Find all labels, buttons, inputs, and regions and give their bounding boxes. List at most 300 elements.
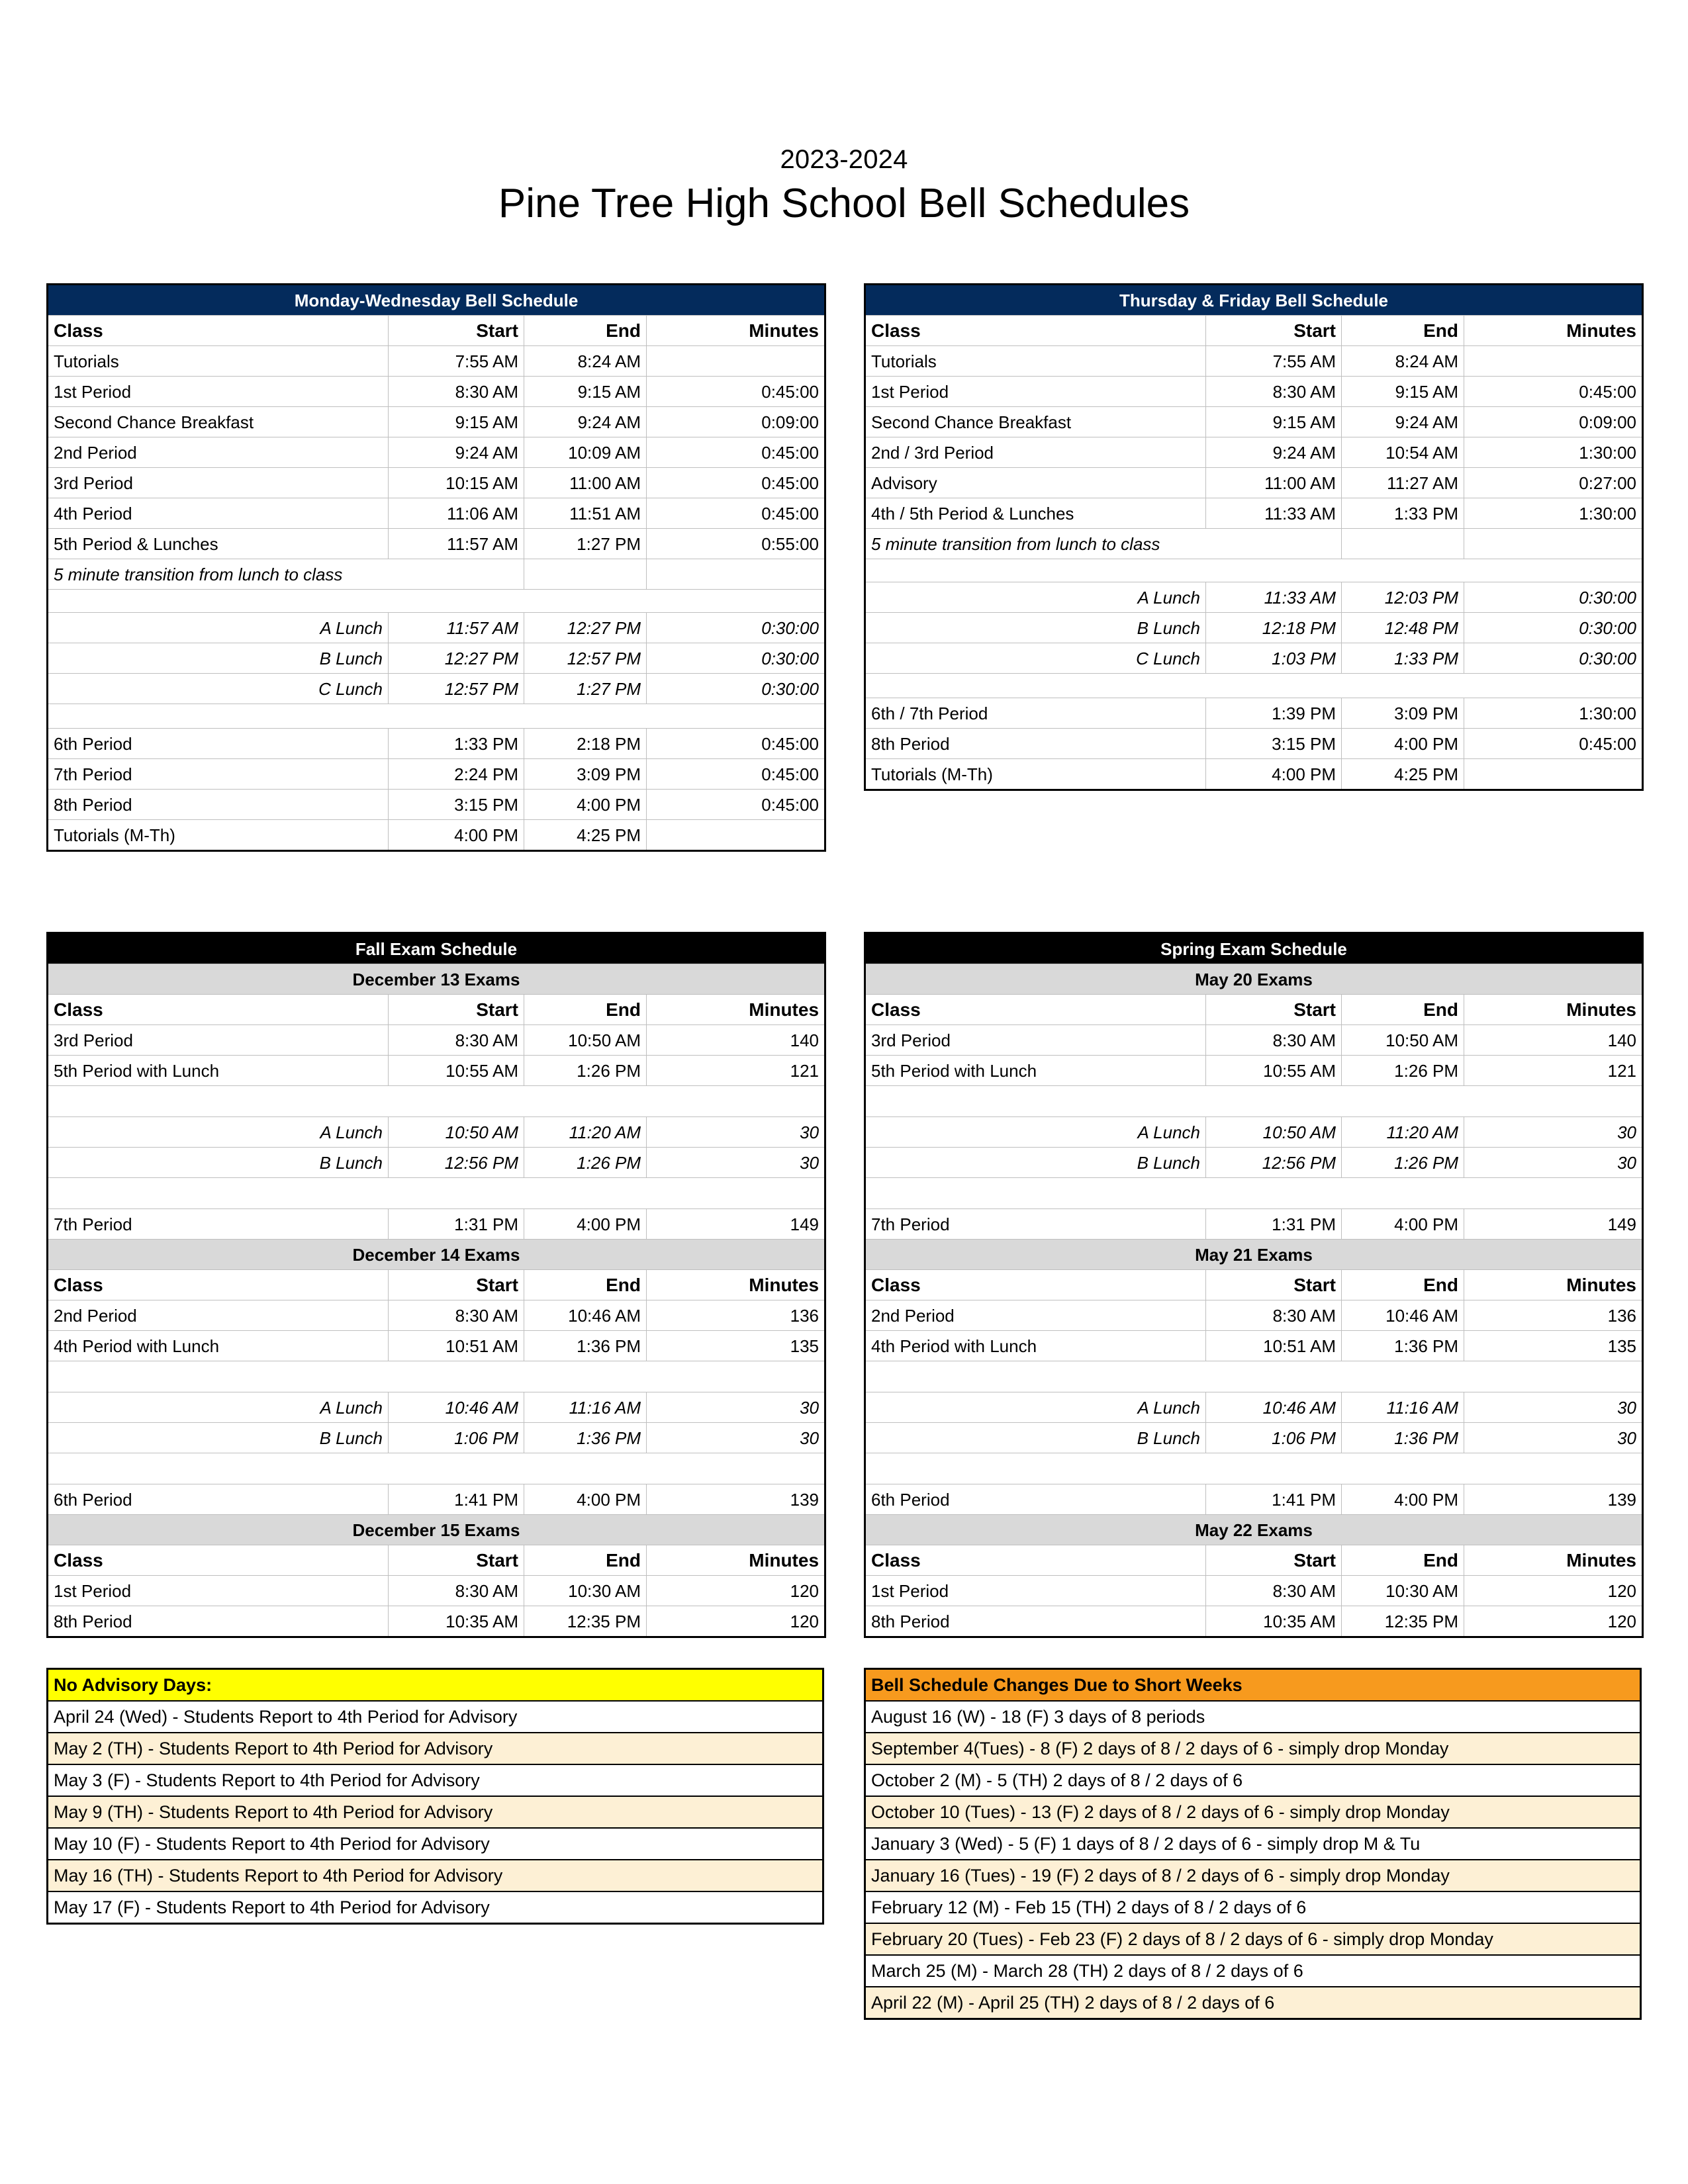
- list-item-text: May 10 (F) - Students Report to 4th Period for Advisory: [48, 1828, 823, 1860]
- cell-start: 4:00 PM: [1206, 759, 1342, 790]
- column-header-end: End: [524, 1545, 647, 1576]
- cell-class: 2nd Period: [48, 437, 389, 468]
- cell-minutes: 149: [647, 1209, 825, 1240]
- spacer-cell: [524, 1178, 647, 1209]
- fall-exam-schedule-table: [46, 932, 826, 1638]
- cell-end: 10:30 AM: [524, 1576, 647, 1606]
- exam-column-headers: [865, 1270, 1643, 1300]
- no-advisory-header: No Advisory Days:: [48, 1669, 823, 1702]
- cell-minutes: 30: [1464, 1148, 1643, 1178]
- spacer-cell: [1206, 1086, 1342, 1117]
- cell-start: 9:24 AM: [1206, 437, 1342, 468]
- list-item: [865, 1987, 1641, 2019]
- spacer-cell: [1206, 1361, 1342, 1392]
- cell-minutes: 30: [647, 1392, 825, 1423]
- list-item-text: May 9 (TH) - Students Report to 4th Period for Advisory: [48, 1796, 823, 1828]
- list-item: [48, 1733, 823, 1764]
- spacer-cell: [524, 704, 647, 729]
- cell-start: 12:27 PM: [389, 643, 524, 674]
- cell-start: 10:50 AM: [389, 1117, 524, 1148]
- cell-class: 4th Period: [48, 498, 389, 529]
- cell-class: A Lunch: [865, 582, 1206, 613]
- exam-day-title-label: May 22 Exams: [865, 1515, 1643, 1545]
- spacer-row: [865, 1086, 1643, 1117]
- cell-end: 10:54 AM: [1342, 437, 1464, 468]
- spacer-cell: [524, 590, 647, 613]
- exam-day-title-label: May 21 Exams: [865, 1240, 1643, 1270]
- cell-minutes: 1:30:00: [1464, 498, 1643, 529]
- short-weeks-changes-box: [864, 1668, 1642, 2020]
- lunch-row: [865, 1117, 1643, 1148]
- cell-class: 8th Period: [48, 790, 389, 820]
- list-item-text: May 16 (TH) - Students Report to 4th Period for Advisory: [48, 1860, 823, 1891]
- spacer-cell: [389, 1086, 524, 1117]
- spacer-cell: [48, 704, 389, 729]
- column-header-end: End: [1342, 995, 1464, 1025]
- cell-class: 4th Period with Lunch: [48, 1331, 389, 1361]
- cell-end: 10:46 AM: [1342, 1300, 1464, 1331]
- cell-minutes: 0:30:00: [647, 613, 825, 643]
- list-item: [865, 1764, 1641, 1796]
- spacer-cell: [647, 1361, 825, 1392]
- lunch-row: [865, 1148, 1643, 1178]
- spacer-cell: [389, 1453, 524, 1484]
- thf-column-headers: [865, 316, 1643, 346]
- cell-class: 3rd Period: [48, 468, 389, 498]
- table-row: [865, 1056, 1643, 1086]
- cell-end: 4:00 PM: [524, 1484, 647, 1515]
- lunch-row: [48, 643, 825, 674]
- lunch-row: [48, 613, 825, 643]
- cell-end: 1:26 PM: [524, 1148, 647, 1178]
- lunch-row: [48, 1117, 825, 1148]
- list-item: [865, 1955, 1641, 1987]
- table-row: [48, 437, 825, 468]
- cell-minutes: 135: [1464, 1331, 1643, 1361]
- cell-start: 4:00 PM: [389, 820, 524, 851]
- table-row: [48, 1331, 825, 1361]
- cell-class: A Lunch: [48, 1392, 389, 1423]
- cell-end: 9:24 AM: [524, 407, 647, 437]
- exam-day-title: [865, 964, 1643, 995]
- spacer-cell: [865, 1453, 1206, 1484]
- cell-start: 1:06 PM: [389, 1423, 524, 1453]
- table-row: [48, 529, 825, 559]
- table-row: [865, 1331, 1643, 1361]
- list-item-text: January 16 (Tues) - 19 (F) 2 days of 8 / 2 days of 6 - simply drop Monday: [865, 1860, 1641, 1891]
- exam-column-headers: [865, 995, 1643, 1025]
- cell-end: 10:50 AM: [1342, 1025, 1464, 1056]
- table-row: [48, 759, 825, 790]
- spacer-cell: [48, 1178, 389, 1209]
- cell-class: 2nd Period: [48, 1300, 389, 1331]
- cell-start: 1:03 PM: [1206, 643, 1342, 674]
- list-item: [865, 1891, 1641, 1923]
- lunch-row: [865, 582, 1643, 613]
- cell-minutes: 136: [1464, 1300, 1643, 1331]
- list-item-text: April 22 (M) - April 25 (TH) 2 days of 8 / 2 days of 6: [865, 1987, 1641, 2019]
- spacer-cell: [647, 590, 825, 613]
- spacer-cell: [389, 1361, 524, 1392]
- spacer-cell: [48, 1453, 389, 1484]
- cell-minutes: 121: [1464, 1056, 1643, 1086]
- spacer-cell: [647, 1086, 825, 1117]
- cell-minutes: 0:30:00: [1464, 643, 1643, 674]
- cell-end: 9:24 AM: [1342, 407, 1464, 437]
- table-row: [48, 498, 825, 529]
- table-row: [48, 1300, 825, 1331]
- cell-class: 2nd / 3rd Period: [865, 437, 1206, 468]
- cell-start: 8:30 AM: [1206, 1300, 1342, 1331]
- spacer-row: [48, 1453, 825, 1484]
- cell-start: 2:24 PM: [389, 759, 524, 790]
- list-item-text: October 10 (Tues) - 13 (F) 2 days of 8 / 2 days of 6 - simply drop Monday: [865, 1796, 1641, 1828]
- table-row: [865, 1300, 1643, 1331]
- spacer-cell: [1206, 674, 1342, 698]
- cell-minutes: 149: [1464, 1209, 1643, 1240]
- spacer-row: [865, 1453, 1643, 1484]
- cell-minutes: 120: [647, 1576, 825, 1606]
- cell-end: 1:36 PM: [1342, 1331, 1464, 1361]
- column-header-start: Start: [389, 316, 524, 346]
- no-advisory-days-box: [46, 1668, 824, 1925]
- cell-minutes: 139: [1464, 1484, 1643, 1515]
- cell-end: 1:36 PM: [1342, 1423, 1464, 1453]
- table-row: [48, 1606, 825, 1637]
- cell-minutes: 0:27:00: [1464, 468, 1643, 498]
- cell-end: 4:25 PM: [524, 820, 647, 851]
- cell-class: A Lunch: [865, 1117, 1206, 1148]
- cell-end: 3:09 PM: [1342, 698, 1464, 729]
- cell-start: 12:56 PM: [389, 1148, 524, 1178]
- exam-day-title-label: December 13 Exams: [48, 964, 825, 995]
- lunch-row: [865, 613, 1643, 643]
- exam-day-title-label: December 14 Exams: [48, 1240, 825, 1270]
- cell-end: 12:03 PM: [1342, 582, 1464, 613]
- table-row: [865, 1606, 1643, 1637]
- mw-banner: [48, 285, 825, 316]
- cell-minutes: 30: [647, 1117, 825, 1148]
- column-header-end: End: [524, 316, 647, 346]
- table-row: [48, 790, 825, 820]
- cell-class: 2nd Period: [865, 1300, 1206, 1331]
- table-row: [48, 1056, 825, 1086]
- cell-end: 1:26 PM: [524, 1056, 647, 1086]
- cell-minutes: 0:45:00: [647, 790, 825, 820]
- column-header-start: Start: [1206, 995, 1342, 1025]
- cell-class: Second Chance Breakfast: [48, 407, 389, 437]
- cell-start: 10:51 AM: [1206, 1331, 1342, 1361]
- spring-banner-label: Spring Exam Schedule: [865, 933, 1643, 964]
- cell-minutes: 0:45:00: [647, 468, 825, 498]
- column-header-end: End: [524, 1270, 647, 1300]
- cell-minutes: 0:45:00: [647, 729, 825, 759]
- cell-minutes: 140: [647, 1025, 825, 1056]
- cell-start: 12:57 PM: [389, 674, 524, 704]
- spacer-cell: [48, 1086, 389, 1117]
- cell-end: 12:35 PM: [1342, 1606, 1464, 1637]
- cell-end: 11:16 AM: [524, 1392, 647, 1423]
- spacer-row: [865, 1178, 1643, 1209]
- cell-minutes: [1464, 759, 1643, 790]
- cell-end: 11:16 AM: [1342, 1392, 1464, 1423]
- cell-end: 12:27 PM: [524, 613, 647, 643]
- page-header: [0, 144, 1688, 229]
- column-header-minutes: Minutes: [1464, 316, 1643, 346]
- cell-minutes: 0:30:00: [647, 674, 825, 704]
- list-item-text: May 2 (TH) - Students Report to 4th Period for Advisory: [48, 1733, 823, 1764]
- fall-banner: [48, 933, 825, 964]
- mw-banner-label: Monday-Wednesday Bell Schedule: [48, 285, 825, 316]
- list-item: [48, 1796, 823, 1828]
- table-row: [865, 498, 1643, 529]
- column-header-minutes: Minutes: [647, 1270, 825, 1300]
- cell-class: B Lunch: [48, 1148, 389, 1178]
- list-item-text: May 3 (F) - Students Report to 4th Period for Advisory: [48, 1764, 823, 1796]
- short-weeks-header-row: [865, 1669, 1641, 1702]
- thf-banner-label: Thursday & Friday Bell Schedule: [865, 285, 1643, 316]
- cell-start: 8:30 AM: [1206, 1025, 1342, 1056]
- list-item: [865, 1733, 1641, 1764]
- no-advisory-header-row: [48, 1669, 823, 1702]
- cell-end: 1:33 PM: [1342, 643, 1464, 674]
- cell-end: 12:57 PM: [524, 643, 647, 674]
- page-title: Pine Tree High School Bell Schedules: [498, 181, 1190, 226]
- monday-wednesday-schedule-table: [46, 283, 826, 852]
- list-item: [48, 1828, 823, 1860]
- exam-day-title: [48, 1515, 825, 1545]
- cell-class: 5th Period with Lunch: [865, 1056, 1206, 1086]
- spacer-row: [48, 1178, 825, 1209]
- cell-class: 3rd Period: [48, 1025, 389, 1056]
- exam-column-headers: [48, 1545, 825, 1576]
- column-header-start: Start: [389, 995, 524, 1025]
- spacer-cell: [524, 1453, 647, 1484]
- lunch-row: [865, 1392, 1643, 1423]
- spacer-cell: [1342, 1086, 1464, 1117]
- spacer-cell: [865, 1361, 1206, 1392]
- spacer-cell: [1464, 1361, 1643, 1392]
- cell-class: B Lunch: [865, 1148, 1206, 1178]
- cell-start: 8:30 AM: [389, 377, 524, 407]
- cell-minutes: 120: [647, 1606, 825, 1637]
- cell-class: 5th Period & Lunches: [48, 529, 389, 559]
- cell-class: Tutorials: [865, 346, 1206, 377]
- transition-note-pad: [647, 559, 825, 590]
- cell-start: 11:33 AM: [1206, 498, 1342, 529]
- table-row: [865, 729, 1643, 759]
- list-item: [865, 1701, 1641, 1733]
- cell-end: 1:26 PM: [1342, 1148, 1464, 1178]
- cell-minutes: 1:30:00: [1464, 698, 1643, 729]
- cell-end: 12:48 PM: [1342, 613, 1464, 643]
- cell-minutes: 30: [1464, 1423, 1643, 1453]
- cell-end: 4:00 PM: [524, 790, 647, 820]
- cell-minutes: 0:45:00: [1464, 377, 1643, 407]
- column-header-class: Class: [865, 1545, 1206, 1576]
- cell-minutes: 120: [1464, 1576, 1643, 1606]
- cell-start: 1:41 PM: [1206, 1484, 1342, 1515]
- spacer-cell: [389, 590, 524, 613]
- list-item-text: March 25 (M) - March 28 (TH) 2 days of 8 / 2 days of 6: [865, 1955, 1641, 1987]
- lunch-row: [48, 1423, 825, 1453]
- column-header-minutes: Minutes: [1464, 1270, 1643, 1300]
- fall-banner-label: Fall Exam Schedule: [48, 933, 825, 964]
- column-header-class: Class: [865, 995, 1206, 1025]
- cell-start: 1:33 PM: [389, 729, 524, 759]
- cell-class: C Lunch: [865, 643, 1206, 674]
- cell-end: 1:36 PM: [524, 1331, 647, 1361]
- cell-end: 3:09 PM: [524, 759, 647, 790]
- column-header-class: Class: [865, 316, 1206, 346]
- spacer-cell: [865, 559, 1206, 582]
- column-header-minutes: Minutes: [647, 316, 825, 346]
- list-item-text: February 12 (M) - Feb 15 (TH) 2 days of 8 / 2 days of 6: [865, 1891, 1641, 1923]
- list-item: [865, 1860, 1641, 1891]
- spacer-cell: [647, 1453, 825, 1484]
- cell-minutes: 0:09:00: [1464, 407, 1643, 437]
- column-header-end: End: [1342, 1270, 1464, 1300]
- lunch-row: [48, 1148, 825, 1178]
- lunch-row: [48, 1392, 825, 1423]
- cell-class: 6th Period: [865, 1484, 1206, 1515]
- table-row: [48, 346, 825, 377]
- thursday-friday-schedule-table: [864, 283, 1644, 791]
- spacer-cell: [1464, 559, 1643, 582]
- column-header-start: Start: [1206, 316, 1342, 346]
- cell-start: 9:15 AM: [1206, 407, 1342, 437]
- column-header-class: Class: [48, 1545, 389, 1576]
- cell-end: 1:33 PM: [1342, 498, 1464, 529]
- cell-minutes: 1:30:00: [1464, 437, 1643, 468]
- cell-class: 4th / 5th Period & Lunches: [865, 498, 1206, 529]
- cell-end: 4:25 PM: [1342, 759, 1464, 790]
- cell-end: 2:18 PM: [524, 729, 647, 759]
- cell-class: Tutorials: [48, 346, 389, 377]
- cell-end: 11:20 AM: [524, 1117, 647, 1148]
- cell-minutes: 0:30:00: [1464, 613, 1643, 643]
- cell-start: 9:24 AM: [389, 437, 524, 468]
- column-header-end: End: [524, 995, 647, 1025]
- cell-class: Advisory: [865, 468, 1206, 498]
- cell-minutes: 140: [1464, 1025, 1643, 1056]
- short-weeks-header: Bell Schedule Changes Due to Short Weeks: [865, 1669, 1641, 1702]
- column-header-class: Class: [48, 316, 389, 346]
- cell-start: 11:06 AM: [389, 498, 524, 529]
- cell-class: B Lunch: [865, 613, 1206, 643]
- column-header-end: End: [1342, 316, 1464, 346]
- cell-class: 5th Period with Lunch: [48, 1056, 389, 1086]
- exam-column-headers: [48, 995, 825, 1025]
- column-header-start: Start: [1206, 1545, 1342, 1576]
- list-item-text: August 16 (W) - 18 (F) 3 days of 8 periods: [865, 1701, 1641, 1733]
- lunch-row: [48, 674, 825, 704]
- spacer-cell: [48, 1361, 389, 1392]
- cell-start: 8:30 AM: [389, 1300, 524, 1331]
- lunch-row: [865, 1423, 1643, 1453]
- exam-column-headers: [48, 1270, 825, 1300]
- cell-class: 1st Period: [48, 1576, 389, 1606]
- table-row: [865, 1209, 1643, 1240]
- spacer-cell: [1342, 559, 1464, 582]
- exam-day-title: [48, 1240, 825, 1270]
- cell-start: 10:51 AM: [389, 1331, 524, 1361]
- spacer-cell: [1464, 1086, 1643, 1117]
- cell-minutes: 0:45:00: [647, 498, 825, 529]
- cell-end: 8:24 AM: [524, 346, 647, 377]
- column-header-class: Class: [48, 1270, 389, 1300]
- transition-note-pad: [524, 559, 647, 590]
- table-row: [865, 468, 1643, 498]
- column-header-class: Class: [48, 995, 389, 1025]
- cell-class: 6th Period: [48, 1484, 389, 1515]
- cell-start: 8:30 AM: [389, 1576, 524, 1606]
- list-item: [865, 1828, 1641, 1860]
- cell-start: 10:15 AM: [389, 468, 524, 498]
- cell-minutes: 30: [647, 1423, 825, 1453]
- lunch-row: [865, 643, 1643, 674]
- transition-note: 5 minute transition from lunch to class: [48, 559, 524, 590]
- cell-start: 10:46 AM: [389, 1392, 524, 1423]
- school-year: 2023-2024: [780, 145, 908, 174]
- cell-minutes: [1464, 346, 1643, 377]
- table-row: [865, 759, 1643, 790]
- table-row: [48, 1209, 825, 1240]
- cell-end: 11:27 AM: [1342, 468, 1464, 498]
- list-item: [48, 1701, 823, 1733]
- spacer-cell: [1206, 1178, 1342, 1209]
- cell-start: 1:39 PM: [1206, 698, 1342, 729]
- cell-minutes: 121: [647, 1056, 825, 1086]
- spacer-row: [48, 704, 825, 729]
- cell-end: 1:27 PM: [524, 674, 647, 704]
- cell-minutes: 30: [1464, 1117, 1643, 1148]
- cell-end: 4:00 PM: [1342, 729, 1464, 759]
- cell-class: A Lunch: [48, 1117, 389, 1148]
- spacer-row: [48, 1361, 825, 1392]
- cell-end: 12:35 PM: [524, 1606, 647, 1637]
- thf-banner: [865, 285, 1643, 316]
- list-item-text: April 24 (Wed) - Students Report to 4th Period for Advisory: [48, 1701, 823, 1733]
- cell-start: 10:55 AM: [1206, 1056, 1342, 1086]
- cell-end: 4:00 PM: [1342, 1209, 1464, 1240]
- cell-class: B Lunch: [865, 1423, 1206, 1453]
- cell-end: 8:24 AM: [1342, 346, 1464, 377]
- cell-start: 12:56 PM: [1206, 1148, 1342, 1178]
- cell-start: 11:57 AM: [389, 529, 524, 559]
- cell-class: 8th Period: [48, 1606, 389, 1637]
- cell-end: 10:30 AM: [1342, 1576, 1464, 1606]
- spacer-cell: [48, 590, 389, 613]
- table-row: [865, 1025, 1643, 1056]
- cell-class: 1st Period: [865, 377, 1206, 407]
- transition-note-pad: [1342, 529, 1464, 559]
- spacer-cell: [1464, 1453, 1643, 1484]
- cell-class: A Lunch: [48, 613, 389, 643]
- cell-start: 11:00 AM: [1206, 468, 1342, 498]
- cell-class: 8th Period: [865, 729, 1206, 759]
- spacer-cell: [1342, 1178, 1464, 1209]
- cell-end: 1:26 PM: [1342, 1056, 1464, 1086]
- spacer-cell: [524, 1086, 647, 1117]
- cell-start: 10:35 AM: [1206, 1606, 1342, 1637]
- column-header-minutes: Minutes: [1464, 1545, 1643, 1576]
- cell-class: 7th Period: [865, 1209, 1206, 1240]
- cell-start: 10:46 AM: [1206, 1392, 1342, 1423]
- cell-end: 11:20 AM: [1342, 1117, 1464, 1148]
- list-item: [48, 1891, 823, 1924]
- list-item-text: October 2 (M) - 5 (TH) 2 days of 8 / 2 days of 6: [865, 1764, 1641, 1796]
